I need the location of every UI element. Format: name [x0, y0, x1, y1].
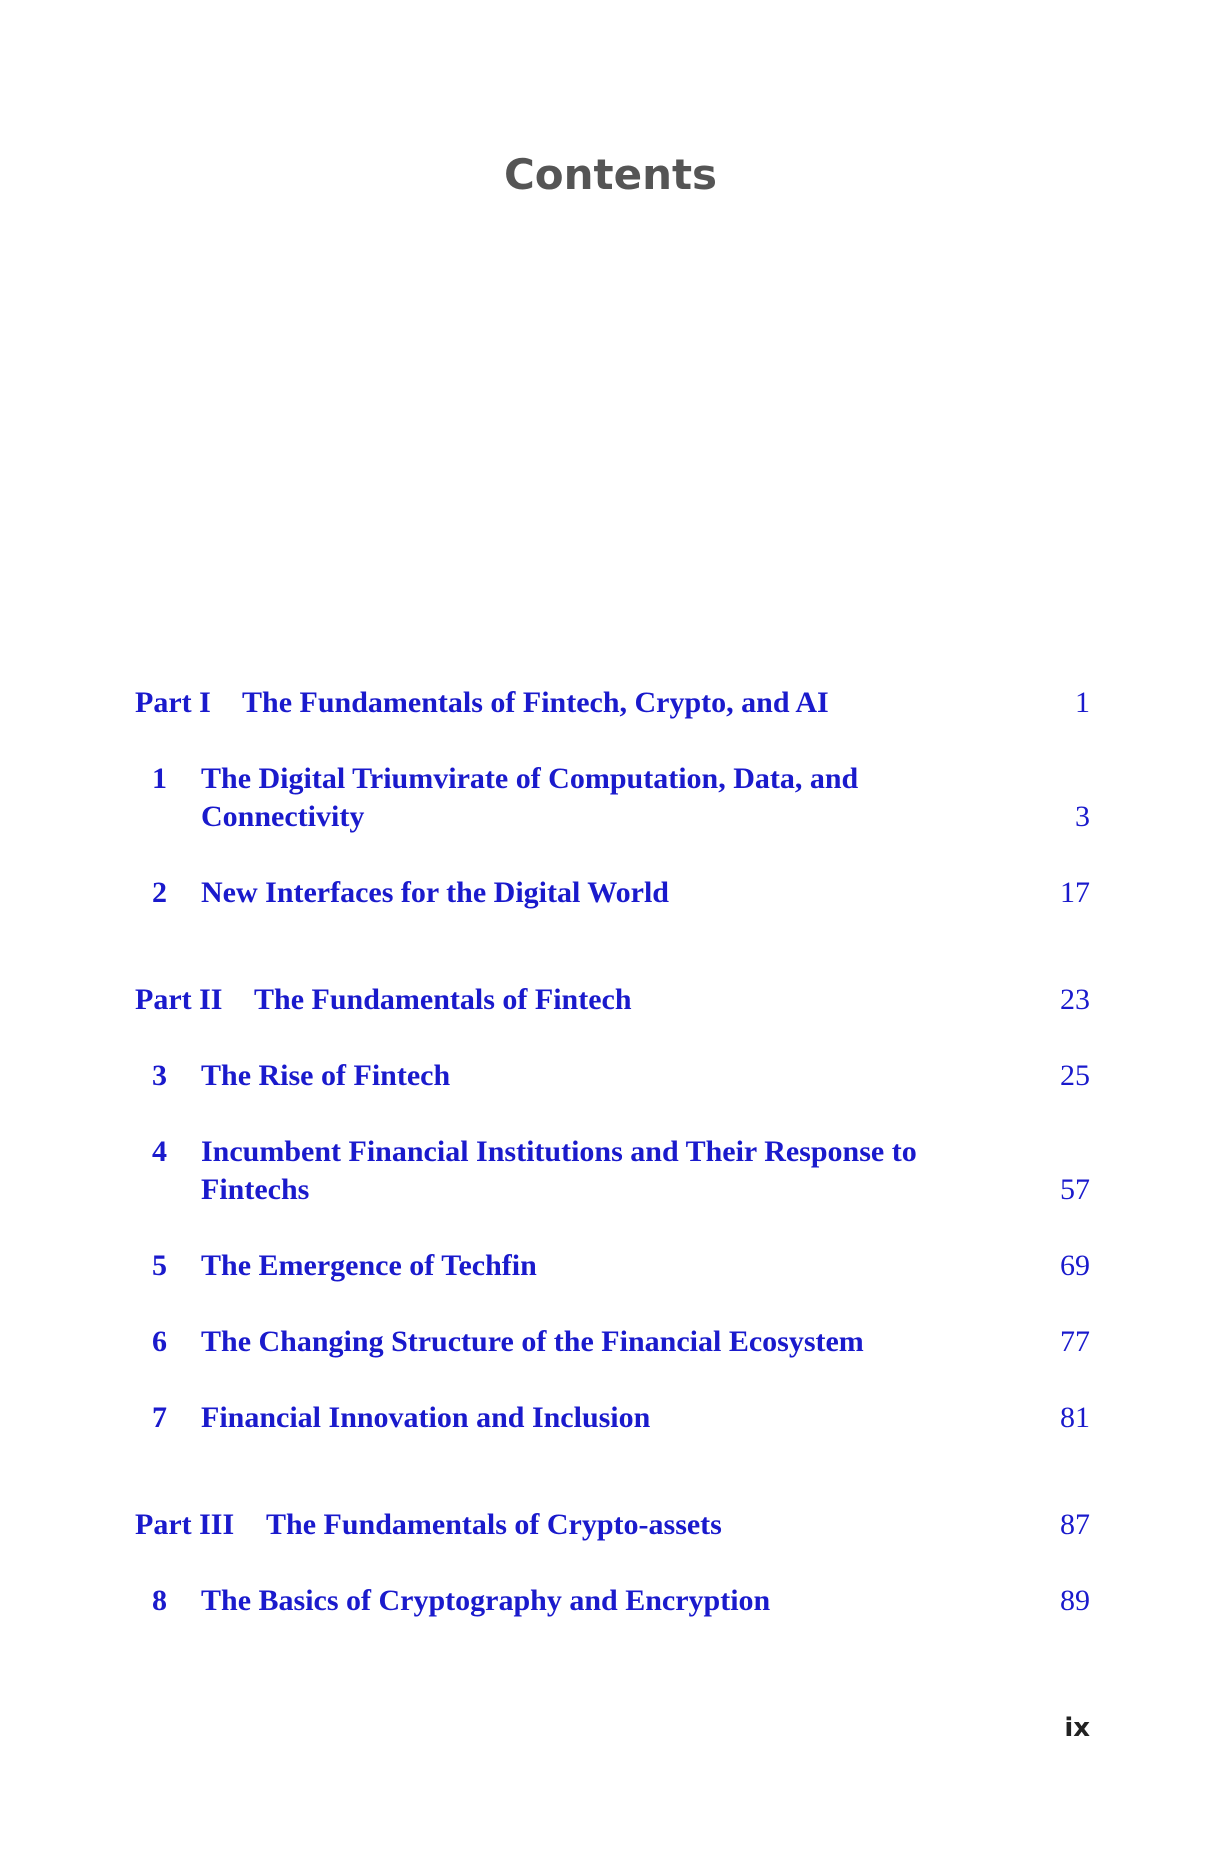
chapter-number: 1	[152, 762, 167, 795]
part-title: The Fundamentals of Crypto-assets	[266, 1508, 722, 1541]
chapter-number: 5	[152, 1249, 167, 1282]
chapter-number: 6	[152, 1325, 167, 1358]
chapter-title: Financial Innovation and Inclusion	[201, 1401, 651, 1434]
page-number: 3	[1075, 800, 1090, 833]
chapter-title: The Emergence of Techfin	[201, 1249, 537, 1282]
page-number: 69	[1060, 1249, 1090, 1282]
page-number: 87	[1060, 1508, 1090, 1541]
part-label: Part II	[135, 983, 223, 1016]
page-number: 23	[1060, 983, 1090, 1016]
chapter-title: New Interfaces for the Digital World	[201, 876, 669, 909]
page-number: 89	[1060, 1584, 1090, 1617]
page-title: Contents	[503, 150, 718, 199]
chapter-title-line-1: Incumbent Financial Institutions and Their Response to	[201, 1135, 917, 1168]
page-number: 77	[1060, 1325, 1090, 1358]
chapter-title	[201, 760, 858, 836]
page-number: 17	[1060, 876, 1090, 909]
part-label: Part III	[135, 1508, 235, 1541]
page-folio: ix	[1064, 1713, 1090, 1743]
chapter-number: 4	[152, 1135, 167, 1168]
page-number: 1	[1075, 686, 1090, 719]
chapter-title: The Basics of Cryptography and Encryption	[201, 1584, 771, 1617]
page-number: 25	[1060, 1059, 1090, 1092]
page-number: 57	[1060, 1173, 1090, 1206]
chapter-title-line-2: Fintechs	[201, 1173, 310, 1206]
chapter-title-line-1: The Digital Triumvirate of Computation, Data, and	[201, 762, 859, 795]
part-title: The Fundamentals of Fintech, Crypto, and AI	[242, 686, 829, 719]
chapter-number: 2	[152, 876, 167, 909]
chapter-title: The Changing Structure of the Financial Ecosystem	[201, 1325, 864, 1358]
chapter-title	[201, 1133, 917, 1209]
page-number: 81	[1060, 1401, 1090, 1434]
chapter-title: The Rise of Fintech	[201, 1059, 451, 1092]
chapter-number: 8	[152, 1584, 167, 1617]
chapter-title-line-2: Connectivity	[201, 800, 365, 833]
chapter-number: 7	[152, 1401, 167, 1434]
part-title: The Fundamentals of Fintech	[254, 983, 632, 1016]
chapter-number: 3	[152, 1059, 167, 1092]
part-label: Part I	[135, 686, 211, 719]
